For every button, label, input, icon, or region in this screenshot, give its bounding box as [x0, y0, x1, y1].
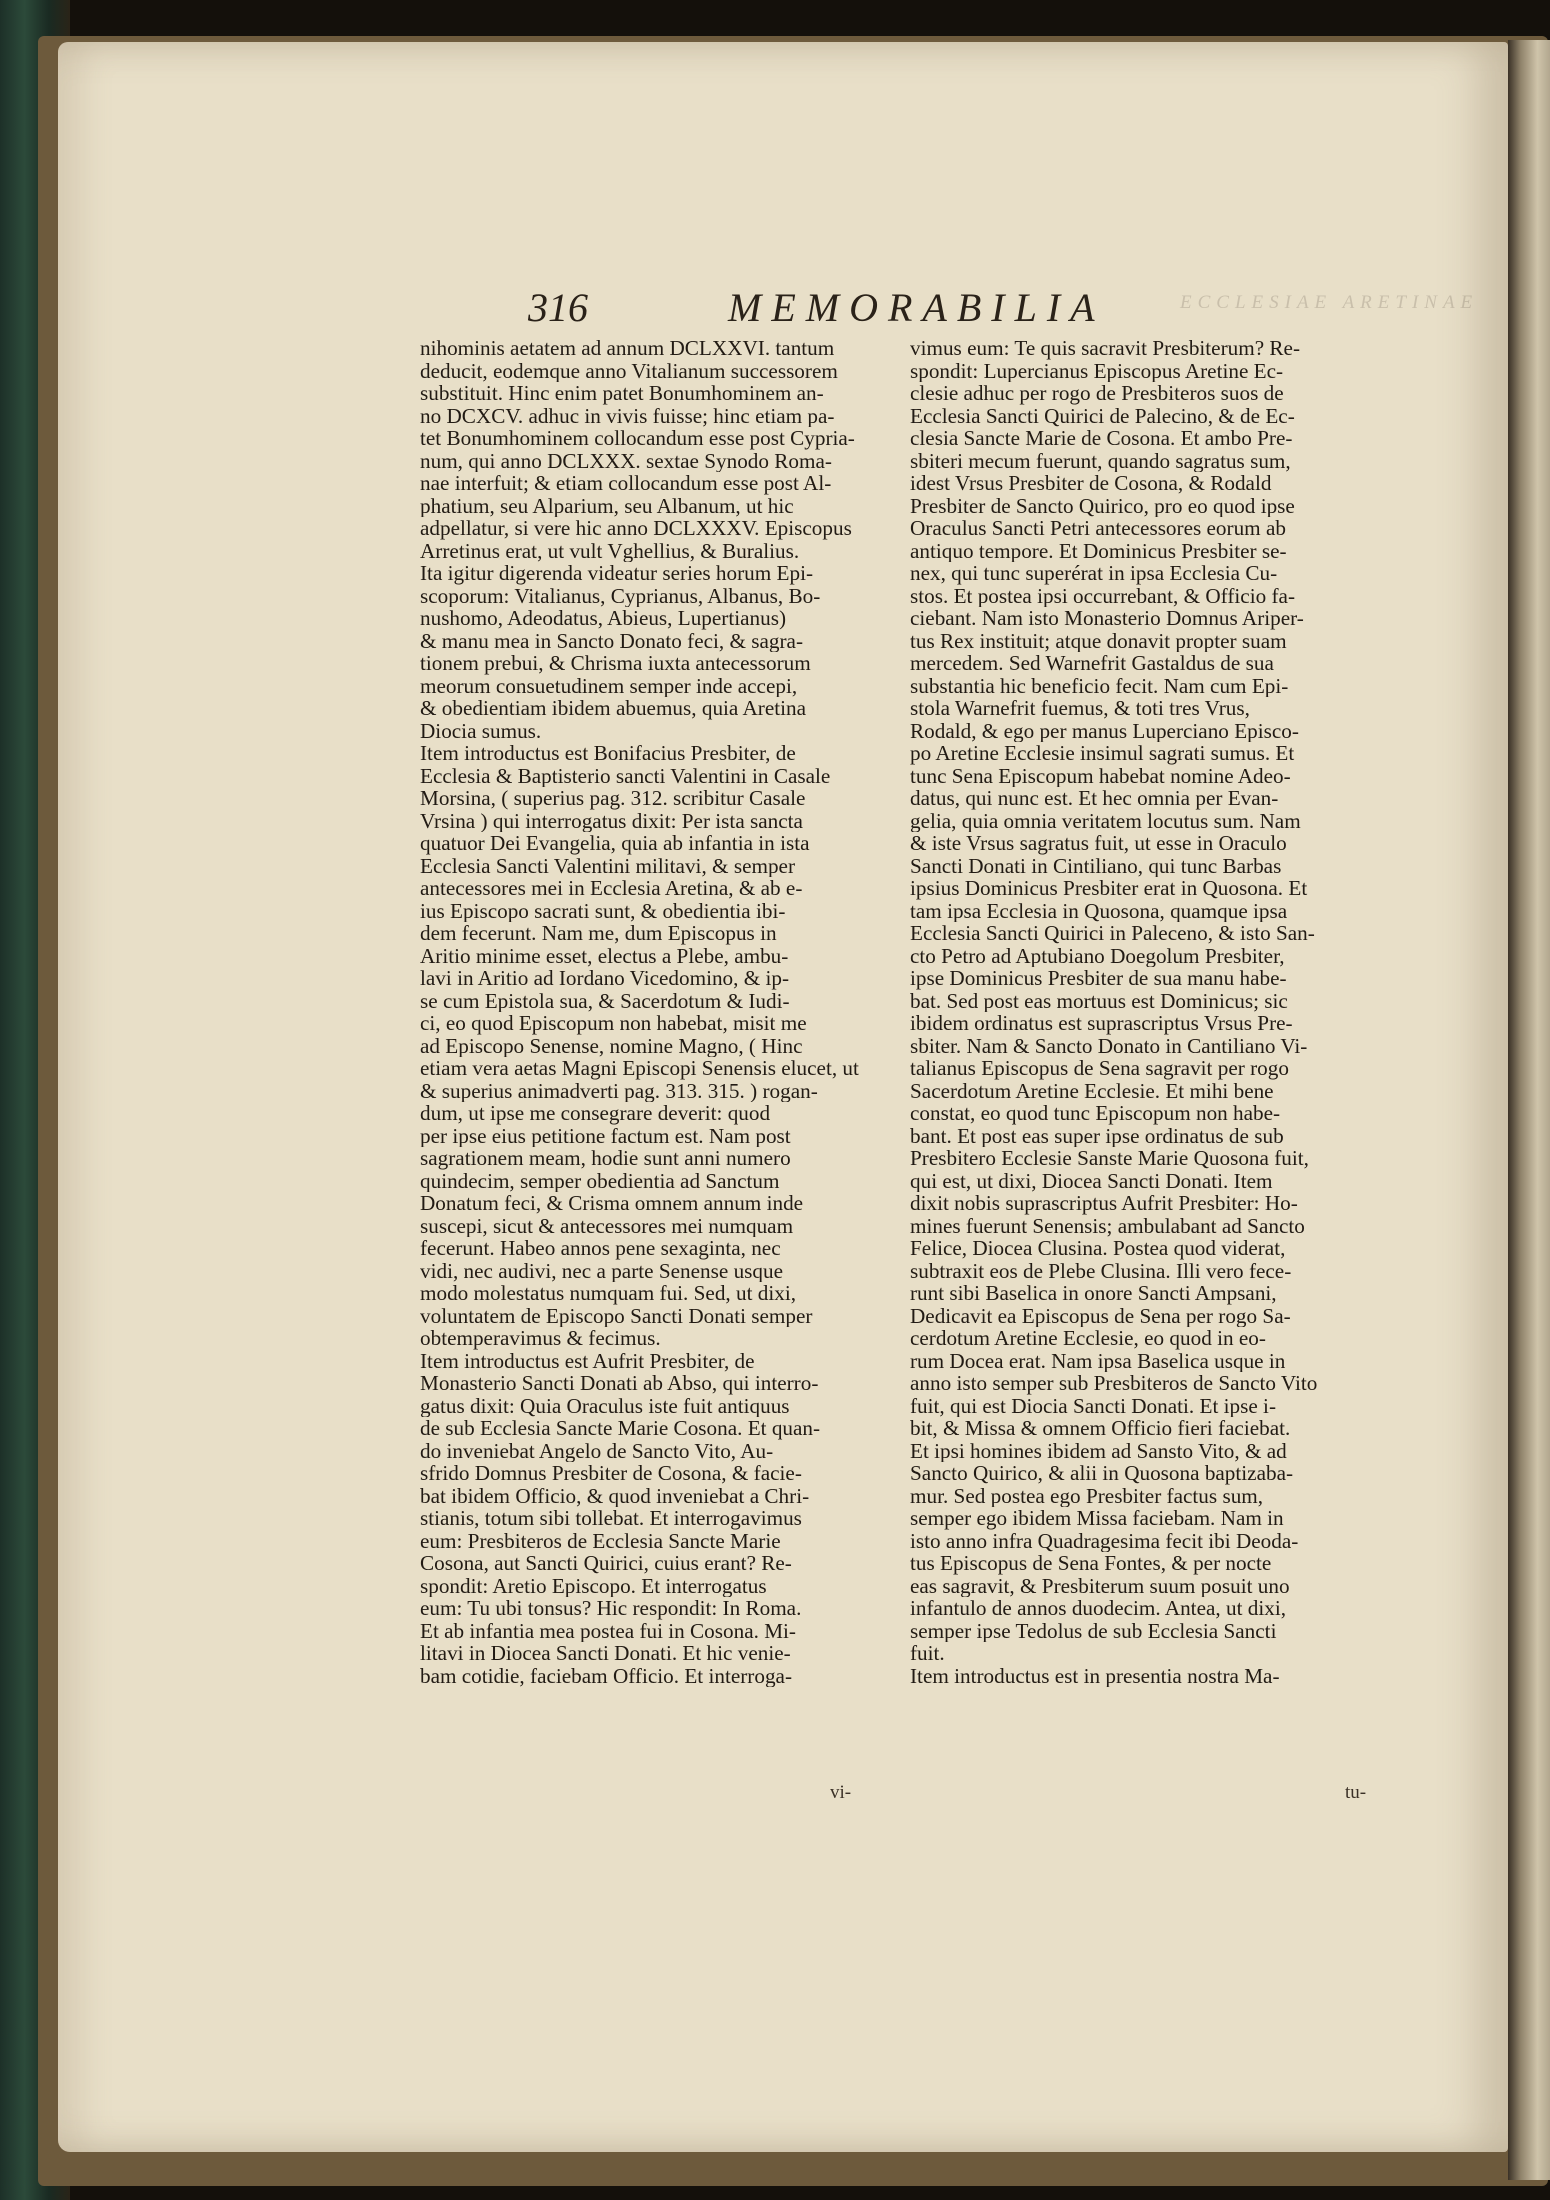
- running-title: MEMORABILIA: [728, 285, 1105, 330]
- facing-page-edge: [1508, 40, 1550, 2180]
- text-line: Sancti Donati in Cintiliano, qui tunc Barbas: [910, 854, 1282, 877]
- text-line: sbiter. Nam & Sancto Donato in Cantiliano Vi-: [910, 1034, 1308, 1057]
- text-line: Ecclesia Sancti Quirici de Palecino, & de Ec-: [910, 404, 1295, 427]
- text-line: idest Vrsus Presbiter de Cosona, & Rodald: [910, 472, 1272, 495]
- text-line: tam ipsa Ecclesia in Quosona, quamque ipsa: [910, 899, 1288, 922]
- text-line: vimus eum: Te quis sacravit Presbiterum? Re-: [910, 337, 1301, 360]
- text-line: isto anno infra Quadragesima fecit ibi Deoda-: [910, 1529, 1299, 1552]
- text-line: quatuor Dei Evangelia, quia ab infantia in ista: [420, 832, 810, 855]
- text-line: modo molestatus numquam fui. Sed, ut dixi,: [420, 1282, 797, 1305]
- text-line: anno isto semper sub Presbiteros de Sancto Vito: [910, 1372, 1318, 1395]
- text-line: Rodald, & ego per manus Luperciano Episco-: [910, 719, 1299, 742]
- text-line: mur. Sed postea ego Presbiter factus sum,: [910, 1484, 1264, 1507]
- text-line: qui est, ut dixi, Diocea Sancti Donati. Item: [910, 1169, 1273, 1192]
- text-line: subtraxit eos de Plebe Clusina. Illi vero fece-: [910, 1259, 1292, 1282]
- text-line: eas sagravit, & Presbiterum suum posuit uno: [910, 1574, 1290, 1597]
- page-header: [528, 284, 1178, 334]
- text-line: lavi in Aritio ad Iordano Vicedomino, & ip-: [420, 967, 790, 990]
- text-line: voluntatem de Episcopo Sancti Donati semper: [420, 1304, 813, 1327]
- text-line: datus, qui nunc est. Et hec omnia per Evan-: [910, 787, 1279, 810]
- text-line: Sacerdotum Aretine Ecclesie. Et mihi bene: [910, 1079, 1274, 1102]
- text-line: litavi in Diocea Sancti Donati. Et hic venie-: [420, 1642, 791, 1665]
- text-line: nae interfuit; & etiam collocandum esse post Al-: [420, 472, 832, 495]
- text-line: Aritio minime esset, electus a Plebe, ambu-: [420, 944, 789, 967]
- text-line: stos. Et postea ipsi occurrebant, & Officio fa-: [910, 584, 1295, 607]
- text-line: dixit nobis suprascriptus Aufrit Presbiter: Ho-: [910, 1192, 1298, 1215]
- text-line: Morsina, ( superius pag. 312. scribitur Casale: [420, 787, 806, 810]
- text-line: Item introductus est Aufrit Presbiter, de: [420, 1349, 755, 1372]
- text-line: spondit: Aretio Episcopo. Et interrogatus: [420, 1574, 767, 1597]
- text-line: spondit: Lupercianus Episcopus Aretine Ec-: [910, 359, 1284, 382]
- text-line: mercedem. Sed Warnefrit Gastaldus de sua: [910, 652, 1274, 675]
- text-line: Item introductus est Bonifacius Presbiter, de: [420, 742, 796, 765]
- text-line: talianus Episcopus de Sena sagravit per rogo: [910, 1057, 1289, 1080]
- text-line: antiquo tempore. Et Dominicus Presbiter se-: [910, 539, 1287, 562]
- text-line: phatium, seu Alparium, seu Albanum, ut hic: [420, 494, 794, 517]
- text-line: Et ipsi homines ibidem ad Sansto Vito, & ad: [910, 1439, 1287, 1462]
- text-line: substituit. Hinc enim patet Bonumhominem an-: [420, 382, 824, 405]
- text-line: Dedicavit ea Episcopus de Sena per rogo Sa-: [910, 1304, 1291, 1327]
- text-line: se cum Epistola sua, & Sacerdotum & Iudi-: [420, 989, 790, 1012]
- text-line: bam cotidie, faciebam Officio. Et interroga-: [420, 1664, 793, 1687]
- text-line: stianis, totum sibi tollebat. Et interrogavimus: [420, 1507, 802, 1530]
- text-line: ad Episcopo Senense, nomine Magno, ( Hinc: [420, 1034, 803, 1057]
- text-line: semper ipse Tedolus de sub Ecclesia Sancti: [910, 1619, 1277, 1642]
- right-text-column: [910, 337, 1388, 1687]
- text-line: obtemperavimus & fecimus.: [420, 1327, 661, 1350]
- text-line: bat. Sed post eas mortuus est Dominicus; sic: [910, 989, 1288, 1012]
- text-line: ipse Dominicus Presbiter de sua manu habe-: [910, 967, 1287, 990]
- text-line: Presbitero Ecclesie Sanste Marie Quosona fuit,: [910, 1147, 1309, 1170]
- text-line: fuit, qui est Diocia Sancti Donati. Et ipse i-: [910, 1394, 1277, 1417]
- text-line: Ecclesia Sancti Valentini militavi, & semper: [420, 854, 796, 877]
- text-line: substantia hic beneficio fecit. Nam cum Epi-: [910, 674, 1289, 697]
- text-line: clesie adhuc per rogo de Presbiteros suos de: [910, 382, 1284, 405]
- text-line: do inveniebat Angelo de Sancto Vito, Au-: [420, 1439, 774, 1462]
- text-line: de sub Ecclesia Sancte Marie Cosona. Et quan-: [420, 1417, 821, 1440]
- text-line: po Aretine Ecclesie insimul sagrati sumus. Et: [910, 742, 1295, 765]
- text-line: Monasterio Sancti Donati ab Abso, qui interro-: [420, 1372, 819, 1395]
- text-line: runt sibi Baselica in onore Sancti Ampsani,: [910, 1282, 1277, 1305]
- text-line: bit, & Missa & omnem Officio fieri faciebat.: [910, 1417, 1291, 1440]
- catchword-left: vi-: [830, 1782, 852, 1803]
- text-line: rum Docea erat. Nam ipsa Baselica usque in: [910, 1349, 1286, 1372]
- text-line: Sancto Quirico, & alii in Quosona baptizaba-: [910, 1462, 1294, 1485]
- text-line: Ecclesia & Baptisterio sancti Valentini in Casale: [420, 764, 831, 787]
- text-line: Donatum feci, & Crisma omnem annum inde: [420, 1192, 804, 1215]
- page-number: 316: [528, 285, 588, 330]
- text-line: eum: Tu ubi tonsus? Hic respondit: In Roma.: [420, 1597, 802, 1620]
- text-line: antecessores mei in Ecclesia Aretina, & ab e-: [420, 877, 803, 900]
- text-line: bant. Et post eas super ipse ordinatus de sub: [910, 1124, 1284, 1147]
- text-line: no DCXCV. adhuc in vivis fuisse; hinc etiam pa-: [420, 404, 835, 427]
- text-line: bat ibidem Officio, & quod inveniebat a Chri-: [420, 1484, 810, 1507]
- text-line: nex, qui tunc superérat in ipsa Ecclesia Cu-: [910, 562, 1278, 585]
- catchword-right: tu-: [1345, 1782, 1367, 1803]
- text-line: scoporum: Vitalianus, Cyprianus, Albanus, Bo-: [420, 584, 821, 607]
- text-line: cerdotum Aretine Ecclesie, eo quod in eo-: [910, 1327, 1266, 1350]
- text-line: & manu mea in Sancto Donato feci, & sagra-: [420, 629, 804, 652]
- bleed-through-text: ECCLESIAE ARETINAE: [1180, 292, 1479, 313]
- text-line: cto Petro ad Aptubiano Doegolum Presbiter,: [910, 944, 1285, 967]
- text-line: sfrido Domnus Presbiter de Cosona, & facie-: [420, 1462, 802, 1485]
- text-line: fecerunt. Habeo annos pene sexaginta, nec: [420, 1237, 781, 1260]
- text-line: tus Episcopus de Sena Fontes, & per nocte: [910, 1552, 1272, 1575]
- text-line: mines fuerunt Senensis; ambulabant ad Sancto: [910, 1214, 1305, 1237]
- text-line: dem fecerunt. Nam me, dum Episcopus in: [420, 922, 777, 945]
- text-line: adpellatur, si vere hic anno DCLXXXV. Episcopus: [420, 517, 852, 540]
- text-line: Et ab infantia mea postea fui in Cosona. Mi-: [420, 1619, 796, 1642]
- text-line: Cosona, aut Sancti Quirici, cuius erant? Re-: [420, 1552, 792, 1575]
- text-line: tionem prebui, & Chrisma iuxta antecessorum: [420, 652, 811, 675]
- text-line: suscepi, sicut & antecessores mei numquam: [420, 1214, 794, 1237]
- text-line: Item introductus est in presentia nostra Ma-: [910, 1664, 1280, 1687]
- text-line: Vrsina ) qui interrogatus dixit: Per ista sancta: [420, 809, 803, 832]
- text-line: gatus dixit: Quia Oraculus iste fuit antiquus: [420, 1394, 790, 1417]
- text-line: constat, eo quod tunc Episcopum non habe-: [910, 1102, 1281, 1125]
- left-text-column: [420, 337, 890, 1687]
- text-line: ibidem ordinatus est suprascriptus Vrsus Pre-: [910, 1012, 1293, 1035]
- text-line: sbiteri mecum fuerunt, quando sagratus sum,: [910, 449, 1291, 472]
- text-line: Presbiter de Sancto Quirico, pro eo quod ipse: [910, 494, 1295, 517]
- text-line: ipsius Dominicus Presbiter erat in Quosona. Et: [910, 877, 1308, 900]
- text-line: semper ego ibidem Missa faciebam. Nam in: [910, 1507, 1284, 1530]
- text-line: quindecim, semper obedientia ad Sanctum: [420, 1169, 780, 1192]
- text-line: ci, eo quod Episcopum non habebat, misit me: [420, 1012, 807, 1035]
- text-line: nihominis aetatem ad annum DCLXXVI. tantum: [420, 337, 835, 360]
- text-line: infantulo de annos duodecim. Antea, ut dixi,: [910, 1597, 1287, 1620]
- text-line: & iste Vrsus sagratus fuit, ut esse in Oraculo: [910, 832, 1287, 855]
- text-line: num, qui anno DCLXXX. sextae Synodo Roma-: [420, 449, 832, 472]
- text-line: etiam vera aetas Magni Episcopi Senensis elucet, ut: [420, 1057, 859, 1080]
- text-line: tunc Sena Episcopum habebat nomine Adeo-: [910, 764, 1291, 787]
- text-line: dum, ut ipse me consegrare deverit: quod: [420, 1102, 771, 1125]
- text-line: tet Bonumhominem collocandum esse post Cypria-: [420, 427, 855, 450]
- text-line: gelia, quia omnia veritatem locutus sum. Nam: [910, 809, 1301, 832]
- text-line: ciebant. Nam isto Monasterio Domnus Ariper-: [910, 607, 1304, 630]
- text-line: Oraculus Sancti Petri antecessores eorum ab: [910, 517, 1286, 540]
- text-line: fuit.: [910, 1642, 945, 1665]
- text-line: stola Warnefrit fuemus, & toti tres Vrus,: [910, 697, 1250, 720]
- text-line: Ecclesia Sancti Quirici in Paleceno, & isto San-: [910, 922, 1315, 945]
- text-line: Ita igitur digerenda videatur series horum Epi-: [420, 562, 814, 585]
- text-line: per ipse eius petitione factum est. Nam post: [420, 1124, 791, 1147]
- text-line: meorum consuetudinem semper inde accepi,: [420, 674, 798, 697]
- text-line: ius Episcopo sacrati sunt, & obedientia ibi-: [420, 899, 786, 922]
- text-line: eum: Presbiteros de Ecclesia Sancte Marie: [420, 1529, 781, 1552]
- text-line: Diocia sumus.: [420, 719, 542, 742]
- text-line: & obedientiam ibidem abuemus, quia Aretina: [420, 697, 806, 720]
- text-line: Arretinus erat, ut vult Vghellius, & Buralius.: [420, 539, 800, 562]
- text-line: nushomo, Adeodatus, Abieus, Lupertianus): [420, 607, 787, 630]
- text-line: sagrationem meam, hodie sunt anni numero: [420, 1147, 791, 1170]
- text-line: tus Rex instituit; atque donavit propter suam: [910, 629, 1287, 652]
- text-line: clesia Sancte Marie de Cosona. Et ambo Pre-: [910, 427, 1293, 450]
- text-line: vidi, nec audivi, nec a parte Senense usque: [420, 1259, 784, 1282]
- text-line: deducit, eodemque anno Vitalianum successorem: [420, 359, 838, 382]
- text-line: Felice, Diocea Clusina. Postea quod viderat,: [910, 1237, 1286, 1260]
- text-line: & superius animadverti pag. 313. 315. ) rogan-: [420, 1079, 818, 1102]
